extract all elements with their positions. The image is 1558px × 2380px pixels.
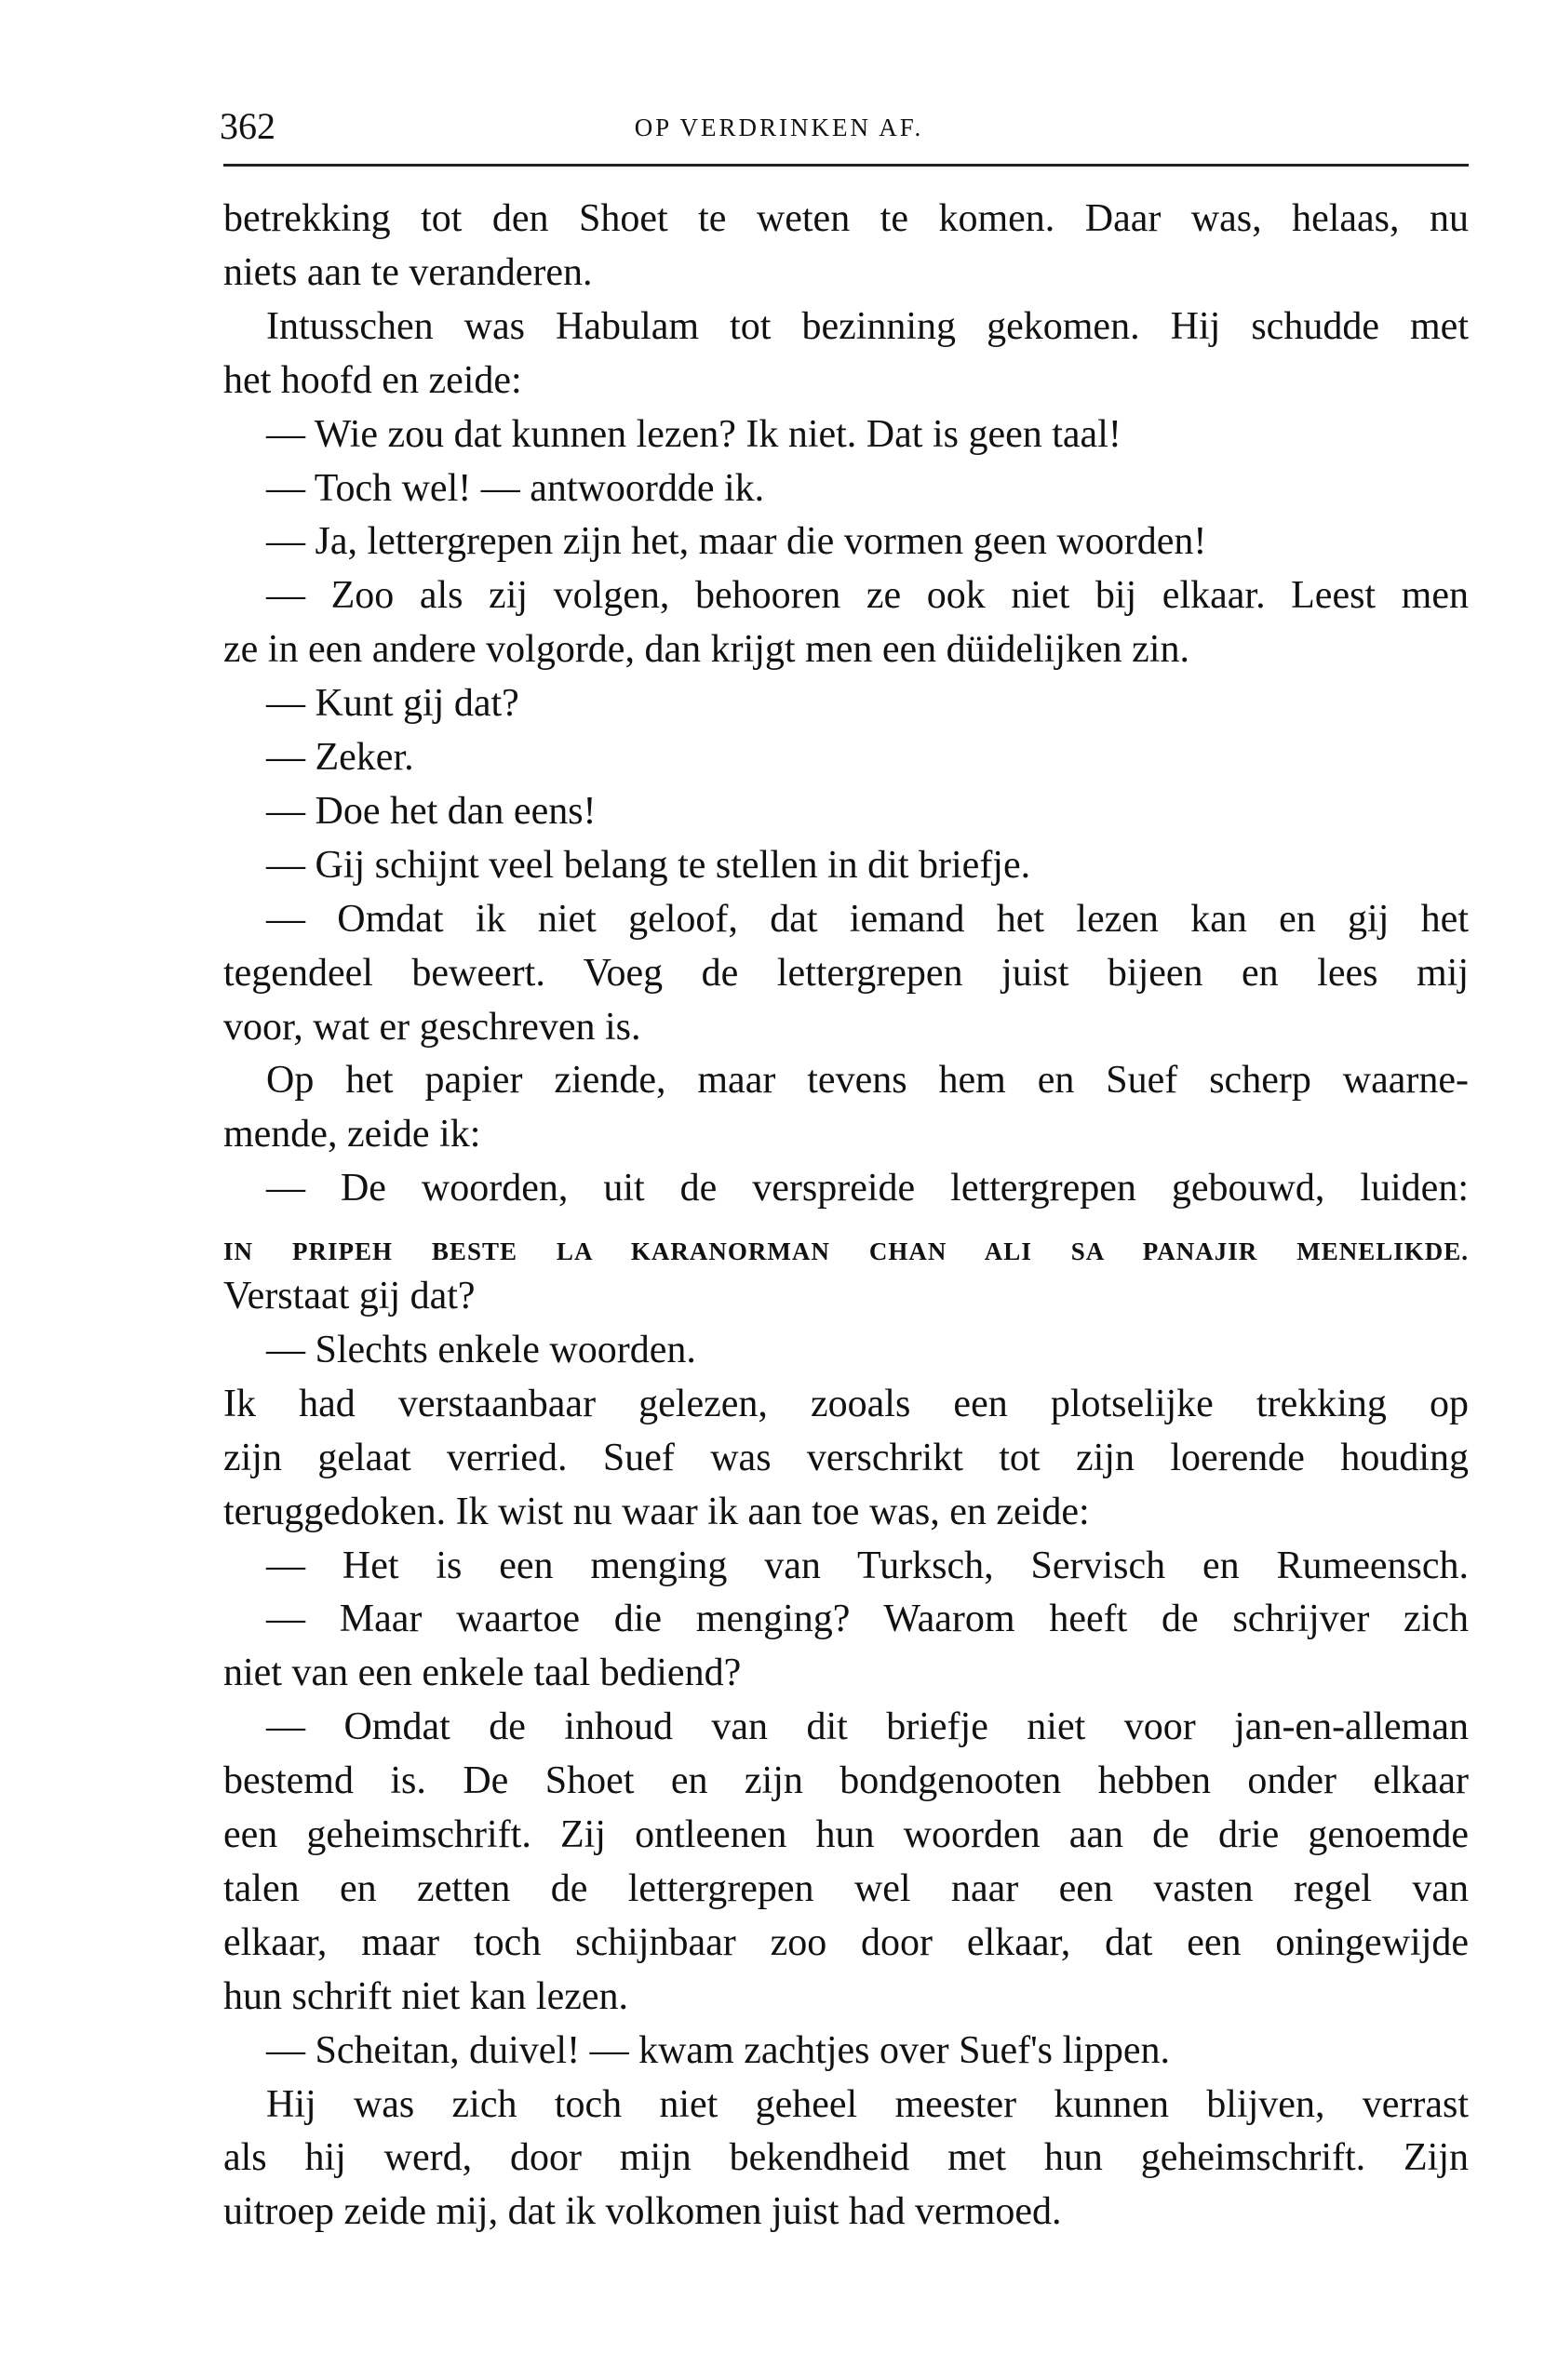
text-line: uitroep zeide mij, dat ik volkomen juist had vermoed. xyxy=(223,2190,1062,2234)
text-line: Intusschen was Habulam tot bezinning gekomen. Hij schudde met xyxy=(266,304,1469,348)
running-title: OP VERDRINKEN AF. xyxy=(634,114,924,141)
text-line: voor, wat er geschreven is. xyxy=(223,1005,641,1049)
text-line: bestemd is. De Shoet en zijn bondgenooten hebben onder elkaar xyxy=(223,1759,1469,1803)
text-line: het hoofd en zeide: xyxy=(223,358,522,402)
text-line: — Wie zou dat kunnen lezen? Ik niet. Dat is geen taal! xyxy=(266,412,1121,456)
text-line: IN PRIPEH BESTE LA KARANORMAN CHAN ALI SA PANAJIR MENELIKDE. xyxy=(223,1237,1469,1266)
text-line: — Ja, lettergrepen zijn het, maar die vormen geen woorden! xyxy=(266,520,1207,564)
text-line: niet van een enkele taal bediend? xyxy=(223,1651,742,1695)
page-number: 362 xyxy=(220,105,275,147)
text-line: — Toch wel! — antwoordde ik. xyxy=(266,466,765,510)
text-line: Op het papier ziende, maar tevens hem en Suef scherp waarne- xyxy=(266,1059,1469,1103)
text-line: een geheimschrift. Zij ontleenen hun woorden aan de drie genoemde xyxy=(223,1813,1469,1856)
text-line: — Doe het dan eens! xyxy=(266,789,597,833)
text-line: Ik had verstaanbaar gelezen, zooals een plotselijke trekking op xyxy=(223,1382,1469,1425)
text-line: niets aan te veranderen. xyxy=(223,250,593,294)
text-line: elkaar, maar toch schijnbaar zoo door elkaar, dat een oningewijde xyxy=(223,1920,1469,1964)
text-line: mende, zeide ik: xyxy=(223,1113,481,1157)
text-line: — Het is een menging van Turksch, Servisch en Rumeensch. xyxy=(266,1544,1469,1587)
text-line: — Slechts enkele woorden. xyxy=(266,1328,696,1371)
text-line: — Omdat de inhoud van dit briefje niet voor jan-en-alleman xyxy=(266,1705,1469,1749)
text-line: talen en zetten de lettergrepen wel naar een vasten regel van xyxy=(223,1866,1469,1910)
text-line: ze in een andere volgorde, dan krijgt men een düidelijken zin. xyxy=(223,628,1189,672)
text-line: — Gij schijnt veel belang te stellen in dit briefje. xyxy=(266,843,1031,887)
text-line: Hij was zich toch niet geheel meester kunnen blijven, verrast xyxy=(266,2082,1469,2126)
text-line: betrekking tot den Shoet te weten te komen. Daar was, helaas, nu xyxy=(223,197,1469,240)
text-line: zijn gelaat verried. Suef was verschrikt tot zijn loerende houding xyxy=(223,1436,1469,1479)
text-line: — Scheitan, duivel! — kwam zachtjes over Suef's lippen. xyxy=(266,2028,1170,2072)
text-line: tegendeel beweert. Voeg de lettergrepen juist bijeen en lees mij xyxy=(223,951,1469,995)
text-line: als hij werd, door mijn bekendheid met hun geheimschrift. Zijn xyxy=(223,2136,1469,2180)
text-line: — Maar waartoe die menging? Waarom heeft de schrijver zich xyxy=(266,1598,1469,1641)
text-line: Verstaat gij dat? xyxy=(223,1275,476,1317)
text-line: — Zeker. xyxy=(266,736,414,779)
text-line: — De woorden, uit de verspreide lettergrepen gebouwd, luiden: xyxy=(266,1167,1469,1210)
text-line: — Kunt gij dat? xyxy=(266,682,519,726)
text-line: teruggedoken. Ik wist nu waar ik aan toe was, en zeide: xyxy=(223,1490,1090,1533)
text-line: hun schrift niet kan lezen. xyxy=(223,1974,629,2018)
text-line: — Omdat ik niet geloof, dat iemand het lezen kan en gij het xyxy=(266,897,1469,941)
header-rule xyxy=(223,164,1469,167)
text-line: — Zoo als zij volgen, behooren ze ook niet bij elkaar. Leest men xyxy=(266,574,1469,618)
